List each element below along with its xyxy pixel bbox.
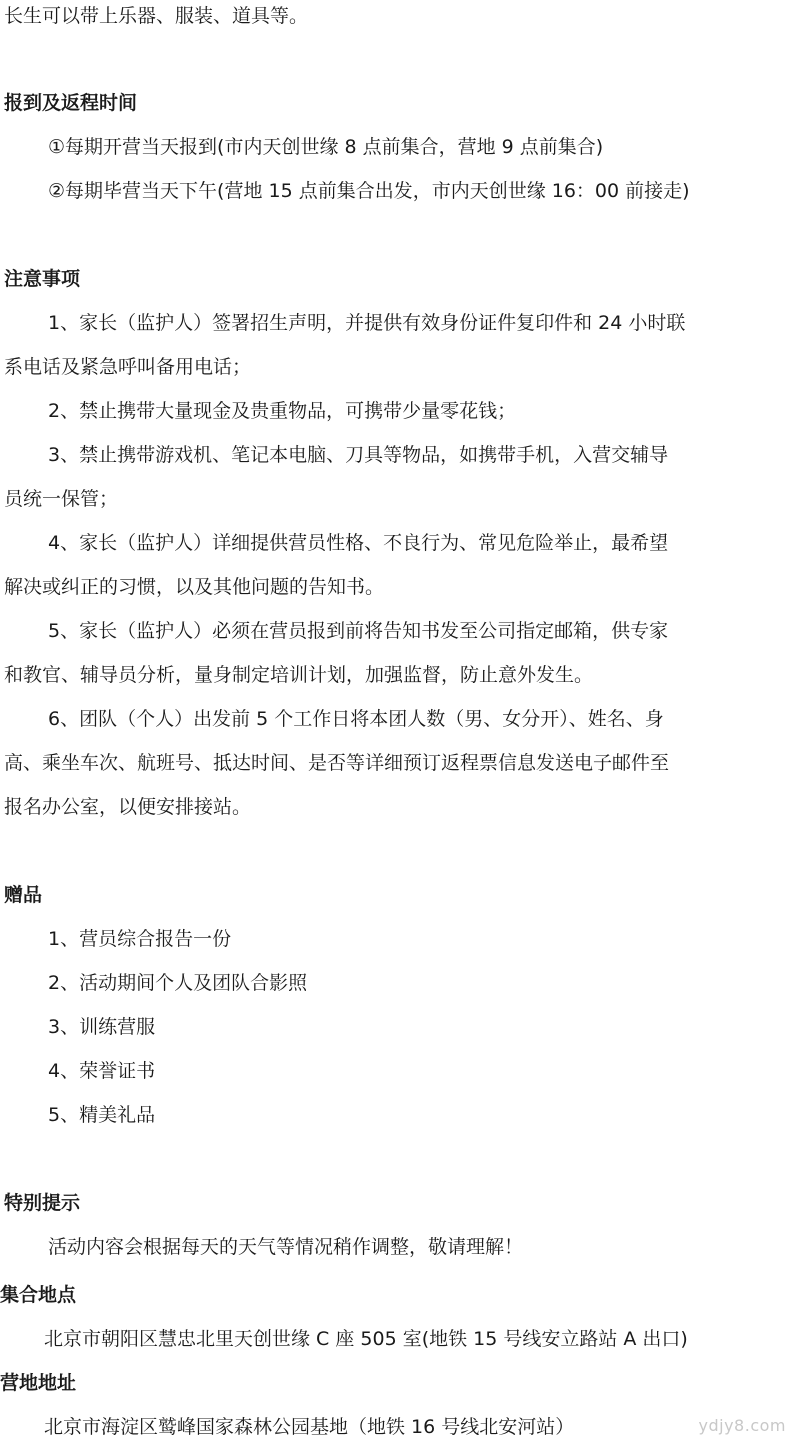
gift-item: 3、训练营服 (48, 1016, 156, 1038)
notes-line: 解决或纠正的习惯，以及其他问题的告知书。 (4, 576, 385, 598)
camp-address: 北京市海淀区鹫峰国家森林公园基地（地铁 16 号线北安河站） (44, 1416, 575, 1438)
notes-line: 1、家长（监护人）签署招生声明，并提供有效身份证件复印件和 24 小时联 (48, 312, 686, 334)
tips-heading: 特别提示 (4, 1192, 81, 1214)
notes-line: 5、家长（监护人）必须在营员报到前将告知书发至公司指定邮箱，供专家 (48, 620, 669, 642)
notes-line: 系电话及紧急呼叫备用电话； (4, 356, 252, 378)
notes-line: 2、禁止携带大量现金及贵重物品，可携带少量零花钱； (48, 400, 517, 422)
gifts-heading: 赠品 (4, 884, 43, 906)
notes-line: 和教官、辅导员分析，量身制定培训计划，加强监督，防止意外发生。 (4, 664, 594, 686)
notes-line: 高、乘坐车次、航班号、抵达时间、是否等详细预订返程票信息发送电子邮件至 (4, 752, 670, 774)
gift-item: 5、精美礼品 (48, 1104, 156, 1126)
tips-text: 活动内容会根据每天的天气等情况稍作调整，敬请理解！ (48, 1236, 524, 1258)
notes-heading: 注意事项 (4, 268, 81, 290)
intro-tail-text: 长生可以带上乐器、服装、道具等。 (4, 5, 309, 27)
notes-line: 4、家长（监护人）详细提供营员性格、不良行为、常见危险举止，最希望 (48, 532, 669, 554)
notes-line: 报名办公室，以便安排接站。 (4, 796, 252, 818)
gift-item: 2、活动期间个人及团队合影照 (48, 972, 308, 994)
gift-item: 4、荣誉证书 (48, 1060, 156, 1082)
checkin-heading: 报到及返程时间 (4, 92, 138, 114)
checkin-item: ②每期毕营当天下午(营地 15 点前集合出发，市内天创世缘 16：00 前接走) (48, 180, 690, 202)
notes-line: 3、禁止携带游戏机、笔记本电脑、刀具等物品，如携带手机，入营交辅导 (48, 444, 669, 466)
notes-line: 6、团队（个人）出发前 5 个工作日将本团人数（男、女分开）、姓名、身 (48, 708, 664, 730)
watermark-text: ydjy8.com (698, 1416, 786, 1435)
meeting-address: 北京市朝阳区慧忠北里天创世缘 C 座 505 室(地铁 15 号线安立路站 A 出口) (44, 1328, 688, 1350)
meeting-heading: 集合地点 (0, 1284, 77, 1306)
camp-heading: 营地地址 (0, 1372, 77, 1394)
checkin-item: ①每期开营当天报到(市内天创世缘 8 点前集合，营地 9 点前集合) (48, 136, 604, 158)
gift-item: 1、营员综合报告一份 (48, 928, 232, 950)
notes-line: 员统一保管； (4, 488, 119, 510)
